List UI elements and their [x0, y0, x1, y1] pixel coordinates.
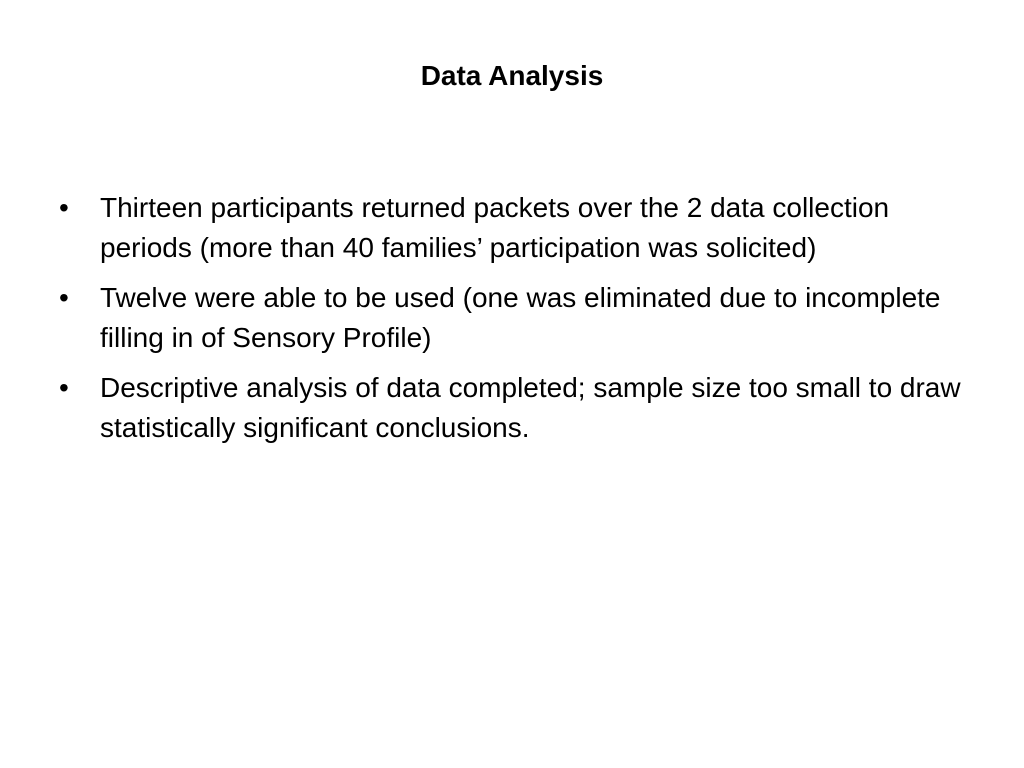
- bullet-item-participants: [57, 188, 977, 268]
- bullet-text: Descriptive analysis of data completed; sample size too small to draw statistically significant conclusions.: [100, 372, 961, 443]
- bullet-icon: •: [59, 372, 69, 403]
- bullet-list: [57, 188, 977, 458]
- bullet-text: Thirteen participants returned packets over the 2 data collection periods (more than 40 families’ participation was solicited): [100, 192, 890, 263]
- bullet-icon: •: [59, 192, 69, 223]
- bullet-item-usable-data: [57, 278, 977, 358]
- bullet-item-analysis: [57, 368, 977, 448]
- bullet-text: Twelve were able to be used (one was eliminated due to incomplete filling in of Sensory Profile): [100, 282, 941, 353]
- slide-title: Data Analysis: [420, 60, 604, 91]
- bullet-icon: •: [59, 282, 69, 313]
